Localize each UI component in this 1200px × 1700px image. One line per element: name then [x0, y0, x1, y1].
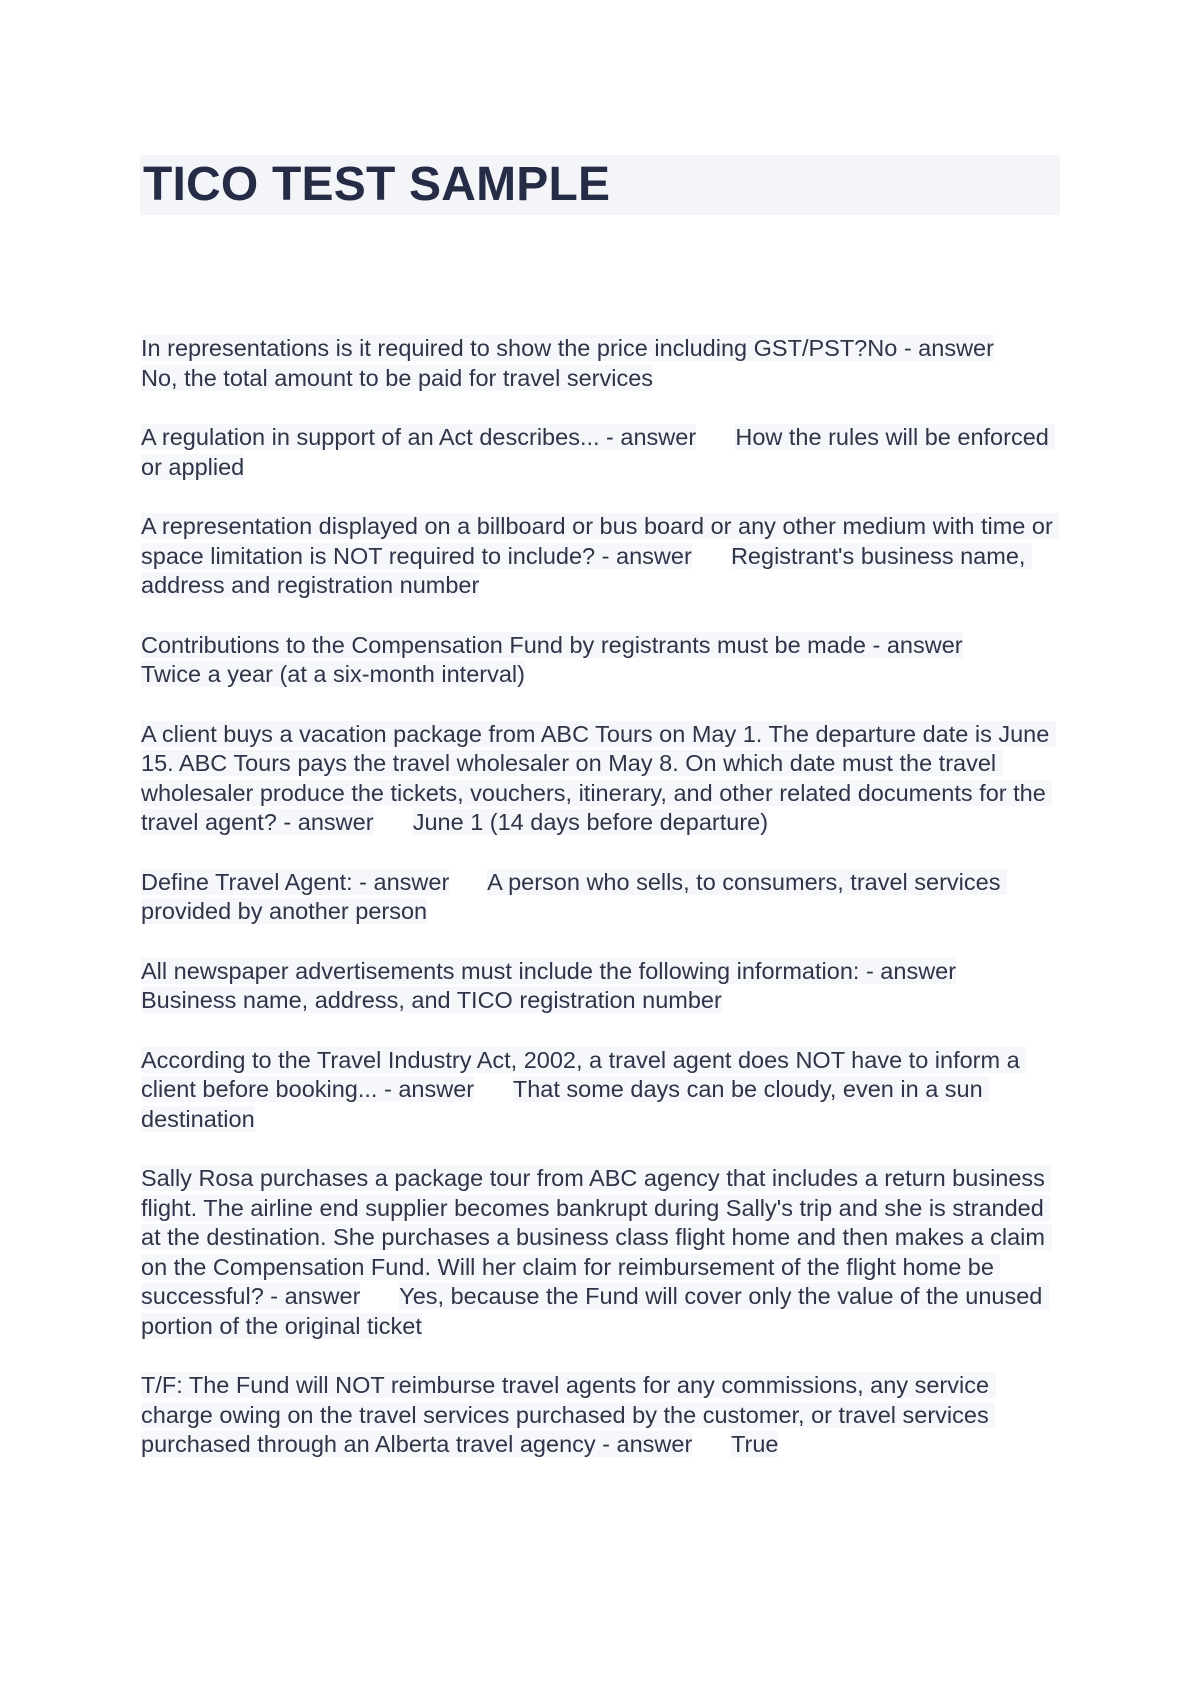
qa-gap — [374, 809, 413, 835]
qa-answer-separator: - answer — [595, 542, 692, 569]
qa-answer-separator: - answer — [377, 1076, 475, 1102]
qa-question: In representations is it required to show the price including GST/PST?No — [141, 335, 898, 361]
document-title: TICO TEST SAMPLE — [143, 158, 611, 211]
qa-answer: A person who sells, to consumers, travel services provided by another person — [141, 868, 1007, 924]
qa-gap — [360, 1283, 399, 1309]
qa-item — [141, 423, 1061, 482]
qa-gap — [449, 869, 487, 895]
qa-question: A client buys a vacation package from ABC Tours on May 1. The departure date is June 15. ABC Tours pays the travel wholesaler on May 8. On which date must the travel wholesaler produce the tickets, vouchers, itinerary, and other related documents for the travel agent? — [141, 720, 1056, 835]
qa-answer-separator: - answer — [263, 1283, 361, 1309]
qa-item — [141, 334, 1061, 393]
qa-question: A regulation in support of an Act describes... — [141, 424, 600, 450]
qa-answer-separator: - answer — [276, 809, 374, 835]
qa-question: All newspaper advertisements must include the following information: — [141, 957, 860, 984]
qa-answer: True — [731, 1431, 779, 1457]
qa-item — [141, 868, 1061, 927]
qa-question: Contributions to the Compensation Fund by registrants must be made — [141, 631, 866, 658]
qa-question: Define Travel Agent: — [141, 868, 353, 895]
qa-answer: That some days can be cloudy, even in a sun destination — [141, 1076, 990, 1132]
qa-answer: Business name, address, and TICO registration number — [141, 987, 722, 1013]
qa-gap — [692, 543, 731, 569]
qa-item — [141, 512, 1061, 601]
qa-item — [141, 1371, 1061, 1460]
qa-answer: No, the total amount to be paid for travel services — [141, 364, 654, 391]
qa-item — [141, 1046, 1061, 1135]
qa-list — [141, 334, 1061, 1490]
qa-question: A representation displayed on a billboard or bus board or any other medium with time or space limitation is NOT required to include? — [141, 513, 1060, 569]
qa-answer: June 1 (14 days before departure) — [412, 809, 769, 835]
qa-answer-separator: - answer — [595, 1431, 693, 1457]
qa-gap — [692, 1431, 731, 1457]
qa-answer: Yes, because the Fund will cover only the value of the unused portion of the original ticket — [141, 1283, 1049, 1339]
qa-gap — [474, 1076, 513, 1102]
qa-gap — [696, 424, 735, 450]
qa-item — [141, 1164, 1061, 1341]
qa-answer-separator: - answer — [599, 424, 697, 450]
qa-answer-separator: - answer — [352, 868, 450, 895]
qa-answer-separator: - answer — [897, 335, 994, 361]
qa-answer: How the rules will be enforced or applied — [141, 424, 1056, 480]
qa-answer-separator: - answer — [859, 957, 957, 984]
qa-question: According to the Travel Industry Act, 2002, a travel agent does NOT have to inform a client before booking... — [141, 1046, 1027, 1102]
qa-question: Sally Rosa purchases a package tour from ABC agency that includes a return business flight. The airline end supplier becomes bankrupt during Sally's trip and she is stranded at the destination. She purchases a business class flight home and then makes a claim on the Compensation Fund. Will her claim for reimbursement of the flight home be successful? — [141, 1165, 1052, 1309]
qa-answer: Registrant's business name, address and registration number — [141, 542, 1032, 598]
qa-item — [141, 631, 1061, 690]
qa-answer-separator: - answer — [865, 631, 963, 658]
qa-item — [141, 720, 1061, 838]
qa-item — [141, 957, 1061, 1016]
qa-answer: Twice a year (at a six-month interval) — [141, 661, 525, 687]
qa-question: T/F: The Fund will NOT reimburse travel agents for any commissions, any service charge owing on the travel services purchased by the customer, or travel services purchased through an Alberta travel agency — [141, 1372, 996, 1457]
